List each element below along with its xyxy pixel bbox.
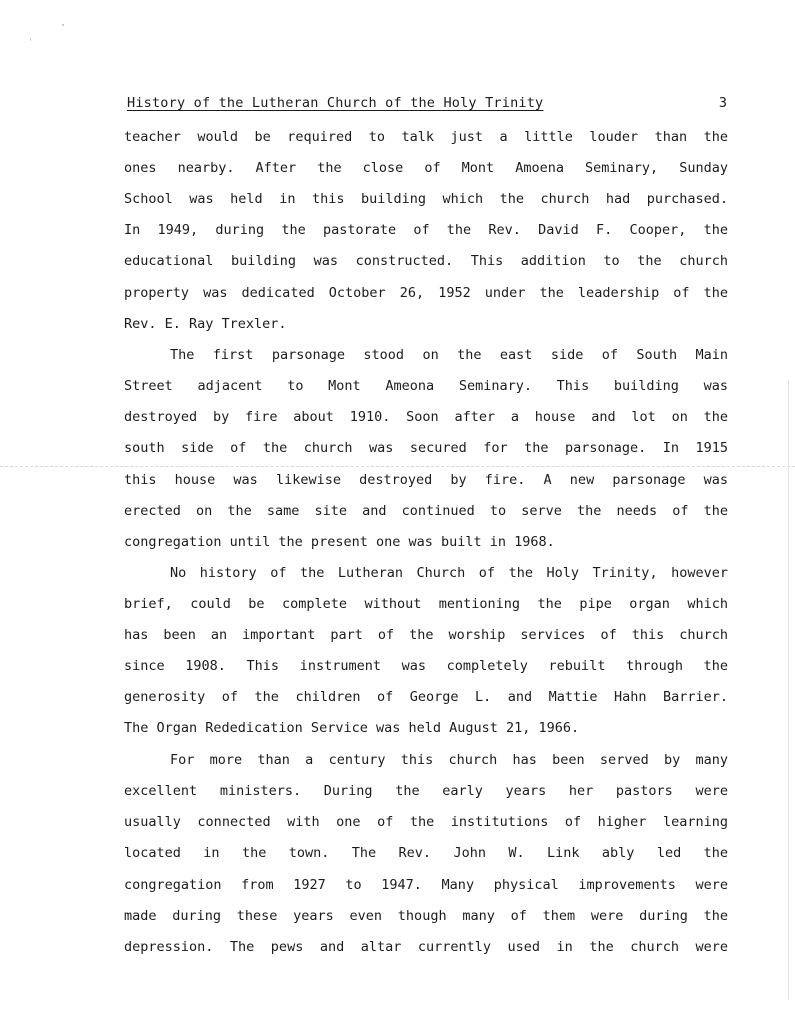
text-line: brief, could be complete without mentioning the pipe organ which xyxy=(124,596,728,612)
running-title: History of the Lutheran Church of the Holy Trinity xyxy=(127,95,544,111)
text-line: property was dedicated October 26, 1952 under the leadership of the xyxy=(124,285,728,301)
text-line: congregation until the present one was built in 1968. xyxy=(124,534,555,550)
text-line: School was held in this building which the church had purchased. xyxy=(124,191,728,207)
text-line: depression. The pews and altar currently used in the church were xyxy=(124,939,728,955)
text-line: this house was likewise destroyed by fire. A new parsonage was xyxy=(124,472,728,488)
scan-speck xyxy=(30,38,31,41)
text-line: since 1908. This instrument was completely rebuilt through the xyxy=(124,658,728,674)
scan-speck xyxy=(62,24,64,26)
text-line: For more than a century this church has been served by many xyxy=(170,752,728,768)
text-line: teacher would be required to talk just a little louder than the xyxy=(124,129,728,145)
text-line: ones nearby. After the close of Mont Amoena Seminary, Sunday xyxy=(124,160,728,176)
text-line: No history of the Lutheran Church of the Holy Trinity, however xyxy=(170,565,728,581)
text-line: made during these years even though many of them were during the xyxy=(124,908,728,924)
page-number: 3 xyxy=(718,95,727,111)
text-line: educational building was constructed. This addition to the church xyxy=(124,253,728,269)
text-line: usually connected with one of the institutions of higher learning xyxy=(124,814,728,830)
text-line: located in the town. The Rev. John W. Link ably led the xyxy=(124,845,728,861)
text-line: south side of the church was secured for the parsonage. In 1915 xyxy=(124,440,728,456)
page-edge-shadow xyxy=(788,380,789,1000)
text-line: erected on the same site and continued to serve the needs of the xyxy=(124,503,728,519)
text-line: has been an important part of the worship services of this church xyxy=(124,627,728,643)
page-header xyxy=(127,95,729,117)
text-line: Street adjacent to Mont Ameona Seminary. This building was xyxy=(124,378,728,394)
text-line: Rev. E. Ray Trexler. xyxy=(124,316,287,332)
scan-artifact-line xyxy=(0,466,795,468)
text-line: destroyed by fire about 1910. Soon after a house and lot on the xyxy=(124,409,728,425)
text-line: excellent ministers. During the early years her pastors were xyxy=(124,783,728,799)
text-line: generosity of the children of George L. and Mattie Hahn Barrier. xyxy=(124,689,728,705)
text-line: congregation from 1927 to 1947. Many physical improvements were xyxy=(124,877,728,893)
text-line: The first parsonage stood on the east side of South Main xyxy=(170,347,728,363)
text-line: In 1949, during the pastorate of the Rev. David F. Cooper, the xyxy=(124,222,728,238)
text-line: The Organ Rededication Service was held August 21, 1966. xyxy=(124,720,580,736)
